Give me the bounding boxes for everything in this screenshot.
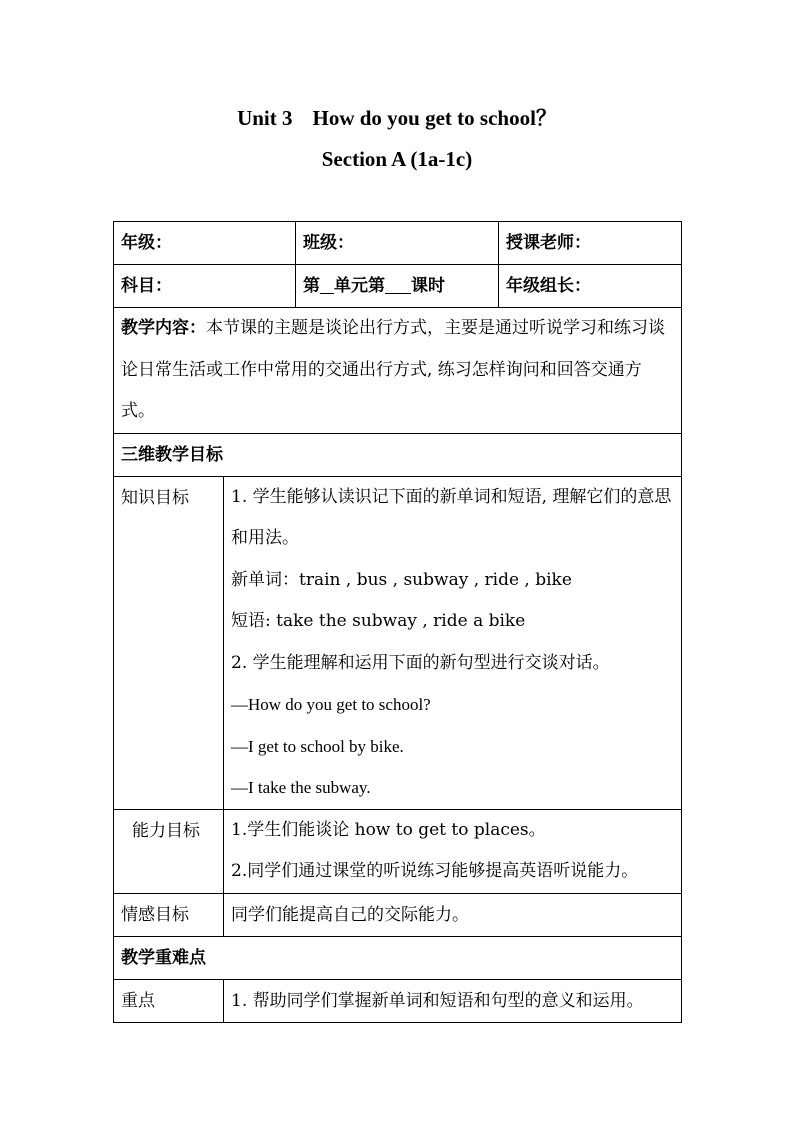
knowledge-line: 1. 学生能够认读识记下面的新单词和短语, 理解它们的意思和用法。 xyxy=(231,486,672,548)
unit-question: How do you get to school？ xyxy=(312,106,557,130)
knowledge-content xyxy=(224,476,682,809)
subject-cell: 科目： xyxy=(114,265,296,308)
lesson-prefix: 第 xyxy=(303,276,320,296)
emotion-label: 情感目标 xyxy=(114,893,224,936)
teaching-content-text: 本节课的主题是谈论出行方式，主要是通过听说学习和练习谈论日常生活或工作中常用的交通出行方式, 练习怎样询问和回答交通方式。 xyxy=(121,318,665,421)
knowledge-line: —How do you get to school? xyxy=(231,695,431,714)
teacher-cell: 授课老师： xyxy=(499,222,682,265)
objectives-heading: 三维教学目标 xyxy=(114,433,682,476)
key-points-heading: 教学重难点 xyxy=(114,936,682,979)
knowledge-line: 新单词：train , bus , subway , ride , bike xyxy=(231,569,572,590)
knowledge-line: 2. 学生能理解和运用下面的新句型进行交谈对话。 xyxy=(231,652,610,673)
knowledge-line: —I get to school by bike. xyxy=(231,736,404,756)
ability-content xyxy=(224,809,682,893)
emotion-content: 同学们能提高自己的交际能力。 xyxy=(224,893,682,936)
lesson-unit-text: 单元第 xyxy=(334,276,385,296)
focus-label: 重点 xyxy=(114,979,224,1022)
knowledge-label: 知识目标 xyxy=(114,476,224,809)
ability-line: 2.同学们通过课堂的听说练习能够提高英语听说能力。 xyxy=(231,861,639,881)
group-leader-cell: 年级组长： xyxy=(499,265,682,308)
section-title: Section A (1a-1c) xyxy=(321,147,473,171)
lesson-blank xyxy=(385,271,411,294)
teaching-content-label: 教学内容： xyxy=(121,318,206,338)
class-cell: 班级： xyxy=(296,222,499,265)
unit-number: Unit 3 xyxy=(237,106,293,130)
ability-line: 1.学生们能谈论 how to get to places。 xyxy=(231,819,546,840)
lesson-suffix: 课时 xyxy=(411,276,445,296)
unit-blank xyxy=(320,271,334,294)
knowledge-line: —I take the subway. xyxy=(231,778,371,797)
lesson-cell xyxy=(296,265,499,308)
focus-content: 1. 帮助同学们掌握新单词和短语和句型的意义和运用。 xyxy=(224,979,682,1022)
lesson-plan-table xyxy=(113,221,682,1023)
ability-label: 能力目标 xyxy=(114,809,224,893)
knowledge-line: 短语: take the subway , ride a bike xyxy=(231,611,526,631)
document-title xyxy=(0,104,794,132)
teaching-content-cell xyxy=(114,308,682,434)
grade-cell: 年级： xyxy=(114,222,296,265)
